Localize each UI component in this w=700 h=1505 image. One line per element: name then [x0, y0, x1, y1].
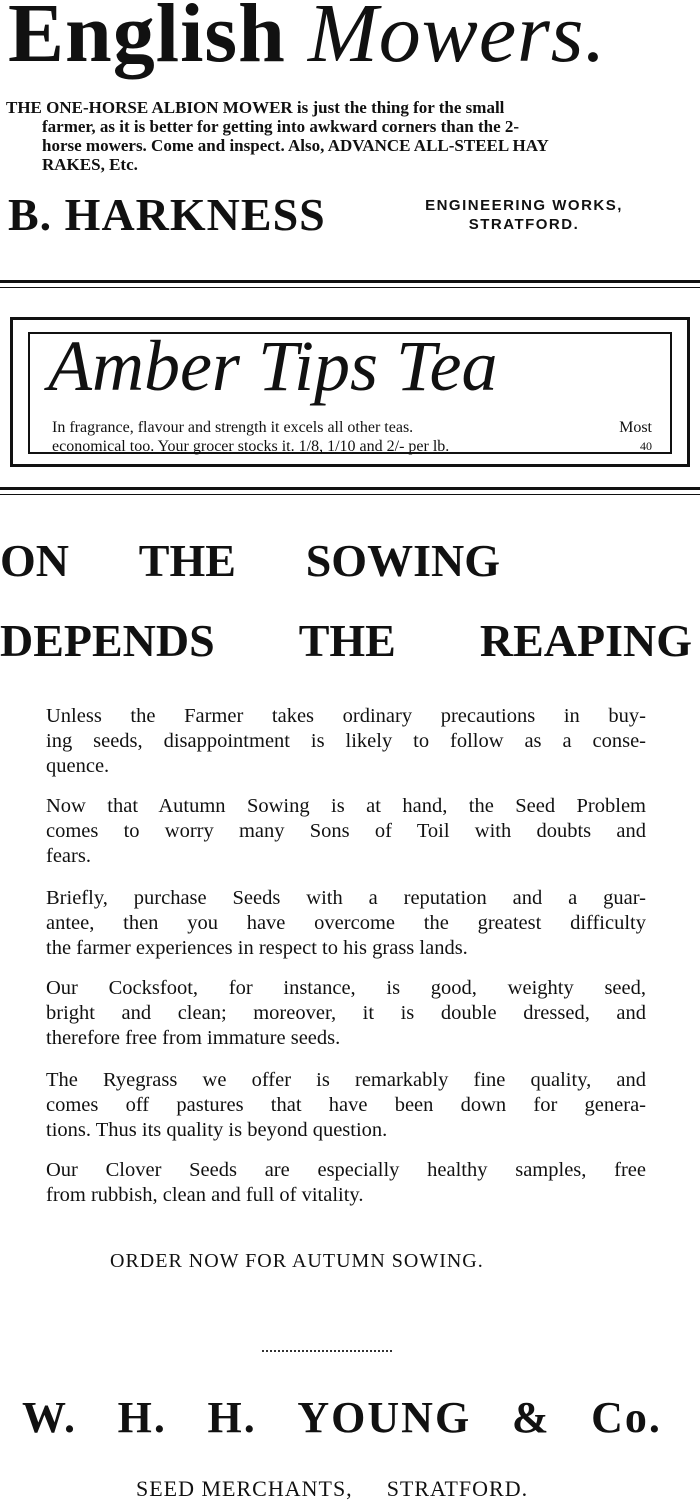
order-line: ORDER NOW FOR AUTUMN SOWING.	[110, 1250, 484, 1272]
paragraph-line: quence.	[46, 755, 110, 777]
advertiser-name: B. HARKNESS	[8, 189, 326, 240]
paragraph-line: Our Cocksfoot, for instance, is good, weighty seed,	[46, 977, 646, 999]
company-word: &	[511, 1393, 551, 1442]
mowers-headline-word2: Mowers.	[307, 0, 607, 80]
paragraph-line: The Ryegrass we offer is remarkably fine quality, and	[46, 1069, 646, 1091]
paragraph-line: therefore free from immature seeds.	[46, 1027, 341, 1049]
tea-ad-line: In fragrance, flavour and strength it excels all other teas.	[52, 419, 414, 436]
company-word: Co.	[591, 1393, 662, 1442]
town-label: STRATFORD.	[386, 1476, 529, 1501]
tea-ad-title: Amber Tips Tea	[48, 326, 498, 406]
merchants-label: SEED MERCHANTS,	[136, 1476, 353, 1501]
seed-headline-1	[0, 535, 500, 586]
column-rule	[0, 280, 700, 283]
paragraph-line: the farmer experiences in respect to his grass lands.	[46, 937, 468, 959]
paragraph-line: bright and clean; moreover, it is double dressed, and	[46, 1002, 646, 1024]
company-name	[22, 1393, 662, 1442]
seed-paragraph	[46, 704, 646, 779]
seed-paragraph	[46, 976, 646, 1051]
paragraph-line: comes off pastures that have been down for genera-	[46, 1094, 646, 1116]
seed-paragraph	[46, 794, 646, 869]
company-word: W.	[22, 1393, 77, 1442]
seed-headline-2	[0, 615, 692, 666]
paragraph-line: ing seeds, disappointment is likely to follow as a conse-	[46, 730, 646, 752]
paragraph-line: Our Clover Seeds are especially healthy samples, free	[46, 1159, 646, 1181]
mowers-body-line: farmer, as it is better for getting into awkward corners than the 2-	[42, 117, 520, 136]
column-rule-thin	[0, 287, 700, 288]
headline-word: SOWING	[305, 535, 500, 586]
dotted-separator	[262, 1350, 392, 1352]
paragraph-line: Now that Autumn Sowing is at hand, the Seed Problem	[46, 795, 646, 817]
paragraph-line: fears.	[46, 845, 91, 867]
advertiser-address	[404, 196, 644, 234]
company-word: YOUNG	[297, 1393, 472, 1442]
paragraph-line: Briefly, purchase Seeds with a reputation and a guar-	[46, 887, 646, 909]
mowers-headline	[8, 0, 607, 80]
company-word: H.	[117, 1393, 167, 1442]
works-line: ENGINEERING WORKS,	[425, 197, 623, 214]
mowers-body-line: RAKES, Etc.	[42, 155, 138, 174]
tea-ad-code: 40	[640, 439, 652, 453]
column-rule	[0, 487, 700, 490]
headline-word: THE	[138, 535, 236, 586]
tea-ad-line-end: Most	[619, 419, 652, 436]
paragraph-line: from rubbish, clean and full of vitality.	[46, 1184, 364, 1206]
seed-paragraph	[46, 1068, 646, 1143]
tea-ad-body	[52, 418, 652, 456]
headline-word: REAPING	[479, 615, 692, 666]
mowers-headline-word1: English	[8, 0, 286, 80]
town-line: STRATFORD.	[468, 216, 580, 233]
paragraph-line: Unless the Farmer takes ordinary precautions in buy-	[46, 705, 646, 727]
company-address	[136, 1476, 528, 1502]
mowers-body-line: THE ONE-HORSE ALBION MOWER is just the thing for the small	[6, 98, 505, 117]
seed-paragraph	[46, 886, 646, 961]
mowers-body	[6, 98, 696, 174]
paragraph-line: tions. Thus its quality is beyond question.	[46, 1119, 388, 1141]
mowers-body-line: horse mowers. Come and inspect. Also, ADVANCE ALL-STEEL HAY	[42, 136, 549, 155]
tea-ad-line: economical too. Your grocer stocks it. 1/8, 1/10 and 2/- per lb.	[52, 438, 450, 455]
seed-paragraph	[46, 1158, 646, 1208]
headline-word: THE	[298, 615, 396, 666]
headline-word: DEPENDS	[0, 615, 215, 666]
headline-word: ON	[0, 535, 69, 586]
column-rule-thin	[0, 494, 700, 495]
paragraph-line: antee, then you have overcome the greatest difficulty	[46, 912, 646, 934]
paragraph-line: comes to worry many Sons of Toil with doubts and	[46, 820, 646, 842]
company-word: H.	[207, 1393, 257, 1442]
